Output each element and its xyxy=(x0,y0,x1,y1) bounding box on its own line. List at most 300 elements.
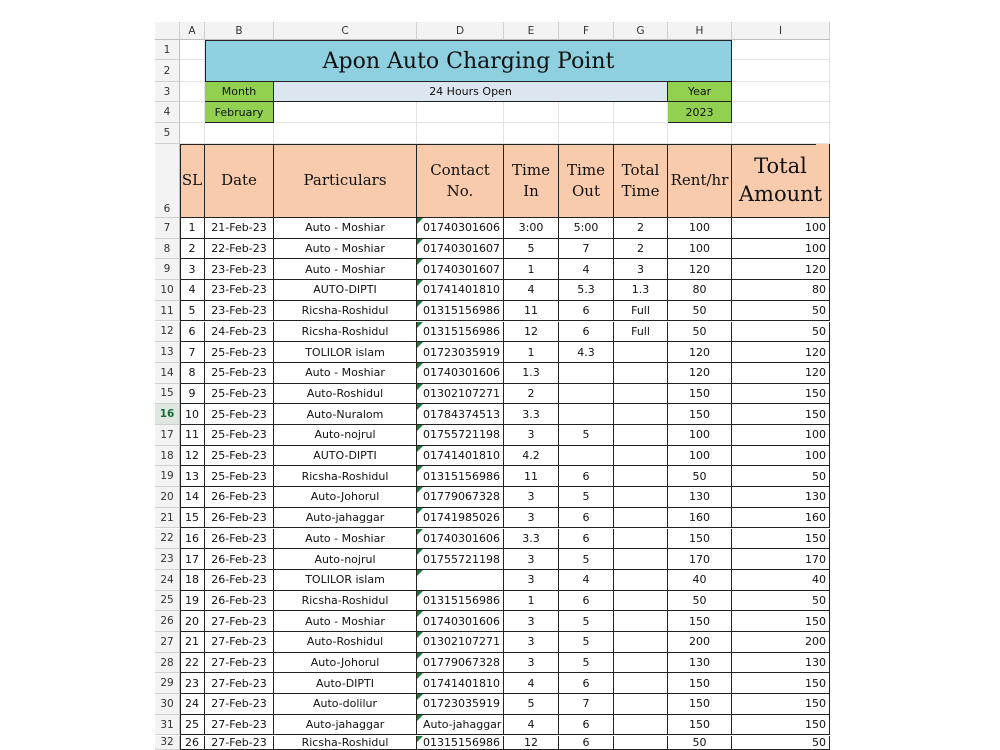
table-cell[interactable]: 50 xyxy=(668,591,732,612)
table-cell[interactable]: 7 xyxy=(180,342,205,363)
table-cell[interactable]: 01302107271 xyxy=(417,632,504,653)
table-cell[interactable]: 6 xyxy=(559,591,614,612)
table-cell[interactable]: 50 xyxy=(668,736,732,750)
table-cell[interactable]: 27-Feb-23 xyxy=(205,736,274,750)
row-header-31[interactable]: 31 xyxy=(155,715,180,736)
table-cell[interactable] xyxy=(614,653,668,674)
table-cell[interactable]: 5 xyxy=(559,653,614,674)
table-cell[interactable]: 150 xyxy=(732,384,830,405)
row-header-3[interactable]: 3 xyxy=(155,82,180,102)
table-cell[interactable]: 50 xyxy=(668,466,732,487)
table-cell[interactable]: 5 xyxy=(559,487,614,508)
table-cell[interactable]: 3 xyxy=(504,425,559,446)
table-cell[interactable]: Full xyxy=(614,322,668,343)
table-cell[interactable]: 4 xyxy=(180,280,205,301)
row-header-6[interactable]: 6 xyxy=(155,144,180,218)
table-cell[interactable]: 150 xyxy=(668,694,732,715)
row-header-18[interactable]: 18 xyxy=(155,446,180,467)
column-header-c[interactable]: C xyxy=(274,22,417,40)
table-cell[interactable]: 80 xyxy=(668,280,732,301)
table-cell[interactable]: 150 xyxy=(668,715,732,736)
table-cell[interactable]: Auto-Nuralom xyxy=(274,404,417,425)
table-cell[interactable]: 01315156986 xyxy=(417,591,504,612)
row-header-1[interactable]: 1 xyxy=(155,40,180,60)
grid-cell[interactable] xyxy=(180,40,205,60)
table-cell[interactable]: 50 xyxy=(732,466,830,487)
table-cell[interactable] xyxy=(614,342,668,363)
table-cell[interactable]: 15 xyxy=(180,508,205,529)
table-cell[interactable]: 5:00 xyxy=(559,218,614,239)
table-cell[interactable]: 3:00 xyxy=(504,218,559,239)
table-cell[interactable]: 50 xyxy=(732,736,830,750)
table-cell[interactable]: 01779067328 xyxy=(417,487,504,508)
table-cell[interactable]: 1 xyxy=(504,591,559,612)
row-header-5[interactable]: 5 xyxy=(155,123,180,144)
year-value[interactable]: 2023 xyxy=(668,102,732,123)
table-cell[interactable]: 100 xyxy=(668,239,732,260)
grid-cell[interactable] xyxy=(417,102,504,123)
row-header-26[interactable]: 26 xyxy=(155,611,180,632)
table-cell[interactable]: 01741401810 xyxy=(417,446,504,467)
table-cell[interactable]: Auto-DIPTI xyxy=(274,673,417,694)
table-cell[interactable] xyxy=(559,446,614,467)
table-cell[interactable]: 4 xyxy=(504,673,559,694)
column-header-e[interactable]: E xyxy=(504,22,559,40)
table-cell[interactable]: 150 xyxy=(732,529,830,550)
table-cell[interactable]: 11 xyxy=(504,301,559,322)
table-cell[interactable]: 01315156986 xyxy=(417,466,504,487)
table-cell[interactable]: 3 xyxy=(180,259,205,280)
table-cell[interactable]: 6 xyxy=(559,301,614,322)
table-cell[interactable]: 6 xyxy=(559,508,614,529)
table-cell[interactable]: 25-Feb-23 xyxy=(205,404,274,425)
table-cell[interactable] xyxy=(614,363,668,384)
grid-cell[interactable] xyxy=(180,102,205,123)
row-header-10[interactable]: 10 xyxy=(155,280,180,301)
table-cell[interactable]: 1 xyxy=(504,342,559,363)
table-cell[interactable]: 1.3 xyxy=(504,363,559,384)
table-cell[interactable] xyxy=(614,673,668,694)
table-cell[interactable]: 3 xyxy=(504,632,559,653)
row-header-11[interactable]: 11 xyxy=(155,301,180,322)
table-cell[interactable]: 21 xyxy=(180,632,205,653)
table-cell[interactable]: 7 xyxy=(559,694,614,715)
grid-cell[interactable] xyxy=(504,102,559,123)
table-cell[interactable]: 150 xyxy=(668,529,732,550)
table-cell[interactable]: 26-Feb-23 xyxy=(205,529,274,550)
table-cell[interactable]: 26-Feb-23 xyxy=(205,508,274,529)
table-cell[interactable]: 01755721198 xyxy=(417,549,504,570)
table-cell[interactable]: 18 xyxy=(180,570,205,591)
table-cell[interactable]: 3 xyxy=(504,570,559,591)
table-cell[interactable]: 24-Feb-23 xyxy=(205,322,274,343)
table-cell[interactable]: 01315156986 xyxy=(417,301,504,322)
table-cell[interactable]: 19 xyxy=(180,591,205,612)
table-cell[interactable]: 6 xyxy=(559,736,614,750)
table-cell[interactable]: 11 xyxy=(504,466,559,487)
table-cell[interactable]: 23-Feb-23 xyxy=(205,259,274,280)
table-cell[interactable]: 25-Feb-23 xyxy=(205,466,274,487)
table-cell[interactable]: 8 xyxy=(180,363,205,384)
table-cell[interactable]: 120 xyxy=(668,342,732,363)
table-cell[interactable]: 130 xyxy=(732,653,830,674)
table-cell[interactable]: 25-Feb-23 xyxy=(205,363,274,384)
table-cell[interactable] xyxy=(614,487,668,508)
column-header-i[interactable]: I xyxy=(732,22,830,40)
row-header-14[interactable]: 14 xyxy=(155,363,180,384)
column-header-h[interactable]: H xyxy=(668,22,732,40)
table-cell[interactable]: 50 xyxy=(668,322,732,343)
table-cell[interactable]: 2 xyxy=(180,239,205,260)
table-cell[interactable]: 24 xyxy=(180,694,205,715)
grid-cell[interactable] xyxy=(614,102,668,123)
row-header-29[interactable]: 29 xyxy=(155,673,180,694)
table-cell[interactable]: 100 xyxy=(732,446,830,467)
table-cell[interactable]: 5 xyxy=(559,611,614,632)
grid-cell[interactable] xyxy=(504,123,559,144)
table-cell[interactable]: Ricsha-Roshidul xyxy=(274,591,417,612)
row-header-22[interactable]: 22 xyxy=(155,529,180,550)
column-header-a[interactable]: A xyxy=(180,22,205,40)
table-cell[interactable]: 01723035919 xyxy=(417,342,504,363)
table-cell[interactable]: 50 xyxy=(732,322,830,343)
table-cell[interactable]: 150 xyxy=(668,673,732,694)
row-header-28[interactable]: 28 xyxy=(155,653,180,674)
grid-cell[interactable] xyxy=(274,123,417,144)
table-cell[interactable]: 01723035919 xyxy=(417,694,504,715)
table-cell[interactable]: 5 xyxy=(559,549,614,570)
table-cell[interactable]: 22-Feb-23 xyxy=(205,239,274,260)
table-cell[interactable]: 6 xyxy=(559,322,614,343)
table-cell[interactable]: AUTO-DIPTI xyxy=(274,446,417,467)
grid-cell[interactable] xyxy=(180,82,205,102)
table-cell[interactable]: 150 xyxy=(668,384,732,405)
table-cell[interactable]: 150 xyxy=(732,404,830,425)
table-cell[interactable]: 25-Feb-23 xyxy=(205,446,274,467)
table-cell[interactable] xyxy=(614,425,668,446)
table-cell[interactable]: 100 xyxy=(732,218,830,239)
table-cell[interactable]: 1 xyxy=(504,259,559,280)
grid-cell[interactable] xyxy=(205,123,274,144)
table-cell[interactable]: 25-Feb-23 xyxy=(205,342,274,363)
table-cell[interactable]: 20 xyxy=(180,611,205,632)
table-cell[interactable]: 23-Feb-23 xyxy=(205,280,274,301)
table-cell[interactable]: 2 xyxy=(614,218,668,239)
grid-cell[interactable] xyxy=(732,82,830,102)
table-cell[interactable]: 3 xyxy=(504,508,559,529)
row-header-20[interactable]: 20 xyxy=(155,487,180,508)
table-cell[interactable]: Auto-jahaggar xyxy=(417,715,504,736)
grid-cell[interactable] xyxy=(180,123,205,144)
table-cell[interactable]: 3 xyxy=(504,653,559,674)
table-cell[interactable]: 100 xyxy=(732,425,830,446)
table-cell[interactable]: 50 xyxy=(668,301,732,322)
table-cell[interactable]: 01740301606 xyxy=(417,363,504,384)
table-cell[interactable] xyxy=(614,529,668,550)
table-cell[interactable]: 1 xyxy=(180,218,205,239)
table-cell[interactable]: 01740301607 xyxy=(417,259,504,280)
column-header-d[interactable]: D xyxy=(417,22,504,40)
table-cell[interactable]: 50 xyxy=(732,591,830,612)
table-cell[interactable]: Auto-jahaggar xyxy=(274,508,417,529)
row-header-12[interactable]: 12 xyxy=(155,322,180,343)
table-cell[interactable]: Auto-Roshidul xyxy=(274,384,417,405)
table-cell[interactable]: Auto - Moshiar xyxy=(274,218,417,239)
table-cell[interactable]: 150 xyxy=(668,611,732,632)
table-cell[interactable]: 10 xyxy=(180,404,205,425)
table-cell[interactable]: AUTO-DIPTI xyxy=(274,280,417,301)
table-cell[interactable]: 27-Feb-23 xyxy=(205,632,274,653)
table-cell[interactable]: 1.3 xyxy=(614,280,668,301)
table-cell[interactable]: 100 xyxy=(668,218,732,239)
table-cell[interactable]: 26-Feb-23 xyxy=(205,549,274,570)
row-header-19[interactable]: 19 xyxy=(155,466,180,487)
row-header-23[interactable]: 23 xyxy=(155,549,180,570)
row-header-2[interactable]: 2 xyxy=(155,60,180,82)
row-header-15[interactable]: 15 xyxy=(155,384,180,405)
table-cell[interactable]: Ricsha-Roshidul xyxy=(274,301,417,322)
table-cell[interactable]: 170 xyxy=(732,549,830,570)
table-cell[interactable]: 27-Feb-23 xyxy=(205,715,274,736)
table-cell[interactable]: 01741401810 xyxy=(417,673,504,694)
table-cell[interactable]: TOLILOR islam xyxy=(274,342,417,363)
table-cell[interactable]: 3 xyxy=(614,259,668,280)
row-header-27[interactable]: 27 xyxy=(155,632,180,653)
table-cell[interactable]: 01779067328 xyxy=(417,653,504,674)
table-cell[interactable]: 40 xyxy=(668,570,732,591)
table-cell[interactable]: 4 xyxy=(504,280,559,301)
table-cell[interactable]: Ricsha-Roshidul xyxy=(274,322,417,343)
table-cell[interactable]: 3 xyxy=(504,549,559,570)
row-header-32[interactable]: 32 xyxy=(155,736,180,750)
row-header-21[interactable]: 21 xyxy=(155,508,180,529)
table-cell[interactable]: 100 xyxy=(732,239,830,260)
table-cell[interactable]: 3 xyxy=(504,611,559,632)
table-cell[interactable] xyxy=(559,404,614,425)
table-cell[interactable] xyxy=(614,715,668,736)
table-cell[interactable] xyxy=(614,508,668,529)
table-cell[interactable]: 26-Feb-23 xyxy=(205,591,274,612)
table-cell[interactable]: 6 xyxy=(559,673,614,694)
table-cell[interactable]: Auto - Moshiar xyxy=(274,529,417,550)
row-header-16[interactable]: 16 xyxy=(155,404,180,425)
table-cell[interactable]: 170 xyxy=(668,549,732,570)
row-header-24[interactable]: 24 xyxy=(155,570,180,591)
table-cell[interactable]: 6 xyxy=(559,529,614,550)
table-cell[interactable]: 120 xyxy=(732,342,830,363)
column-header-g[interactable]: G xyxy=(614,22,668,40)
table-cell[interactable]: 160 xyxy=(668,508,732,529)
table-cell[interactable]: 27-Feb-23 xyxy=(205,611,274,632)
table-cell[interactable]: 14 xyxy=(180,487,205,508)
table-cell[interactable]: 4.2 xyxy=(504,446,559,467)
table-cell[interactable]: 26-Feb-23 xyxy=(205,570,274,591)
table-cell[interactable]: 50 xyxy=(732,301,830,322)
table-cell[interactable]: 4.3 xyxy=(559,342,614,363)
table-cell[interactable]: 6 xyxy=(559,715,614,736)
table-cell[interactable]: 6 xyxy=(559,466,614,487)
table-cell[interactable]: 3 xyxy=(504,487,559,508)
table-cell[interactable]: 21-Feb-23 xyxy=(205,218,274,239)
table-cell[interactable]: Auto-Johorul xyxy=(274,487,417,508)
table-cell[interactable] xyxy=(559,363,614,384)
table-cell[interactable]: 4 xyxy=(504,715,559,736)
table-cell[interactable]: 120 xyxy=(668,363,732,384)
table-cell[interactable]: Auto - Moshiar xyxy=(274,239,417,260)
table-cell[interactable]: 17 xyxy=(180,549,205,570)
table-cell[interactable] xyxy=(614,694,668,715)
row-header-25[interactable]: 25 xyxy=(155,591,180,612)
row-header-17[interactable]: 17 xyxy=(155,425,180,446)
table-cell[interactable]: 26 xyxy=(180,736,205,750)
table-cell[interactable]: 2 xyxy=(504,384,559,405)
table-cell[interactable] xyxy=(614,466,668,487)
table-cell[interactable] xyxy=(417,570,504,591)
table-cell[interactable]: Auto - Moshiar xyxy=(274,363,417,384)
table-cell[interactable]: 130 xyxy=(732,487,830,508)
table-cell[interactable] xyxy=(559,384,614,405)
table-cell[interactable]: 130 xyxy=(668,487,732,508)
table-cell[interactable]: 26-Feb-23 xyxy=(205,487,274,508)
table-cell[interactable]: 120 xyxy=(732,363,830,384)
table-cell[interactable]: 150 xyxy=(732,673,830,694)
table-cell[interactable]: 12 xyxy=(504,322,559,343)
table-cell[interactable]: 01302107271 xyxy=(417,384,504,405)
table-cell[interactable]: Auto - Moshiar xyxy=(274,259,417,280)
table-cell[interactable]: 01740301606 xyxy=(417,529,504,550)
table-cell[interactable]: 120 xyxy=(668,259,732,280)
table-cell[interactable]: Auto-dolilur xyxy=(274,694,417,715)
table-cell[interactable]: 80 xyxy=(732,280,830,301)
table-cell[interactable]: 3.3 xyxy=(504,404,559,425)
table-cell[interactable]: 100 xyxy=(668,446,732,467)
table-cell[interactable] xyxy=(614,591,668,612)
grid-cell[interactable] xyxy=(180,60,205,82)
table-cell[interactable]: 25 xyxy=(180,715,205,736)
grid-cell[interactable] xyxy=(274,102,417,123)
table-cell[interactable]: Auto-Roshidul xyxy=(274,632,417,653)
column-header-f[interactable]: F xyxy=(559,22,614,40)
table-cell[interactable] xyxy=(614,384,668,405)
table-cell[interactable]: 25-Feb-23 xyxy=(205,384,274,405)
row-header-8[interactable]: 8 xyxy=(155,239,180,260)
grid-cell[interactable] xyxy=(732,40,830,60)
table-cell[interactable]: Auto-nojrul xyxy=(274,425,417,446)
table-cell[interactable]: 01740301606 xyxy=(417,218,504,239)
month-value[interactable]: February xyxy=(205,102,274,123)
row-header-7[interactable]: 7 xyxy=(155,218,180,239)
table-cell[interactable]: 6 xyxy=(180,322,205,343)
table-cell[interactable]: 12 xyxy=(180,446,205,467)
blank-cell[interactable] xyxy=(614,82,668,102)
table-cell[interactable]: 5 xyxy=(180,301,205,322)
table-cell[interactable] xyxy=(614,570,668,591)
table-cell[interactable]: 16 xyxy=(180,529,205,550)
table-cell[interactable]: 9 xyxy=(180,384,205,405)
table-cell[interactable]: 5 xyxy=(559,632,614,653)
table-cell[interactable] xyxy=(614,611,668,632)
table-cell[interactable]: 01741401810 xyxy=(417,280,504,301)
table-cell[interactable]: 150 xyxy=(732,611,830,632)
table-cell[interactable]: 01315156986 xyxy=(417,322,504,343)
row-header-9[interactable]: 9 xyxy=(155,259,180,280)
row-header-4[interactable]: 4 xyxy=(155,102,180,123)
table-cell[interactable]: 11 xyxy=(180,425,205,446)
table-cell[interactable]: 120 xyxy=(732,259,830,280)
grid-cell[interactable] xyxy=(559,123,614,144)
table-cell[interactable]: Full xyxy=(614,301,668,322)
table-cell[interactable]: TOLILOR islam xyxy=(274,570,417,591)
table-cell[interactable]: 01755721198 xyxy=(417,425,504,446)
table-cell[interactable]: 3.3 xyxy=(504,529,559,550)
table-cell[interactable]: 200 xyxy=(668,632,732,653)
table-cell[interactable] xyxy=(614,736,668,750)
table-cell[interactable] xyxy=(614,632,668,653)
table-cell[interactable]: 150 xyxy=(668,404,732,425)
table-cell[interactable]: 01315156986 xyxy=(417,736,504,750)
table-cell[interactable] xyxy=(614,404,668,425)
table-cell[interactable]: 150 xyxy=(732,694,830,715)
grid-cell[interactable] xyxy=(732,102,830,123)
table-cell[interactable]: 4 xyxy=(559,259,614,280)
table-cell[interactable]: 22 xyxy=(180,653,205,674)
table-cell[interactable]: 23-Feb-23 xyxy=(205,301,274,322)
table-cell[interactable]: 01784374513 xyxy=(417,404,504,425)
table-cell[interactable]: 5 xyxy=(504,694,559,715)
table-cell[interactable]: 5.3 xyxy=(559,280,614,301)
table-cell[interactable]: 40 xyxy=(732,570,830,591)
table-cell[interactable]: 2 xyxy=(614,239,668,260)
table-cell[interactable]: 150 xyxy=(732,715,830,736)
table-cell[interactable]: 01741985026 xyxy=(417,508,504,529)
table-cell[interactable]: Auto-Johorul xyxy=(274,653,417,674)
table-cell[interactable]: 27-Feb-23 xyxy=(205,694,274,715)
table-cell[interactable]: 5 xyxy=(504,239,559,260)
table-cell[interactable]: 4 xyxy=(559,570,614,591)
table-cell[interactable]: 01740301606 xyxy=(417,611,504,632)
table-cell[interactable]: 5 xyxy=(559,425,614,446)
row-header-13[interactable]: 13 xyxy=(155,342,180,363)
table-cell[interactable]: 23 xyxy=(180,673,205,694)
grid-cell[interactable] xyxy=(732,60,830,82)
table-cell[interactable] xyxy=(614,446,668,467)
grid-cell[interactable] xyxy=(559,102,614,123)
table-cell[interactable]: 25-Feb-23 xyxy=(205,425,274,446)
table-cell[interactable]: Ricsha-Roshidul xyxy=(274,736,417,750)
table-cell[interactable]: Auto-jahaggar xyxy=(274,715,417,736)
select-all-corner[interactable] xyxy=(155,22,180,40)
row-header-30[interactable]: 30 xyxy=(155,694,180,715)
table-cell[interactable]: 27-Feb-23 xyxy=(205,673,274,694)
grid-cell[interactable] xyxy=(732,123,830,144)
table-cell[interactable]: Ricsha-Roshidul xyxy=(274,466,417,487)
grid-cell[interactable] xyxy=(668,123,732,144)
table-cell[interactable]: 100 xyxy=(668,425,732,446)
table-cell[interactable]: 27-Feb-23 xyxy=(205,653,274,674)
table-cell[interactable] xyxy=(614,549,668,570)
grid-cell[interactable] xyxy=(417,123,504,144)
table-cell[interactable]: 12 xyxy=(504,736,559,750)
table-cell[interactable]: 160 xyxy=(732,508,830,529)
column-header-b[interactable]: B xyxy=(205,22,274,40)
table-cell[interactable]: Auto - Moshiar xyxy=(274,611,417,632)
table-cell[interactable]: 130 xyxy=(668,653,732,674)
table-cell[interactable]: 200 xyxy=(732,632,830,653)
table-cell[interactable]: 13 xyxy=(180,466,205,487)
table-cell[interactable]: Auto-nojrul xyxy=(274,549,417,570)
table-cell[interactable]: 7 xyxy=(559,239,614,260)
grid-cell[interactable] xyxy=(614,123,668,144)
